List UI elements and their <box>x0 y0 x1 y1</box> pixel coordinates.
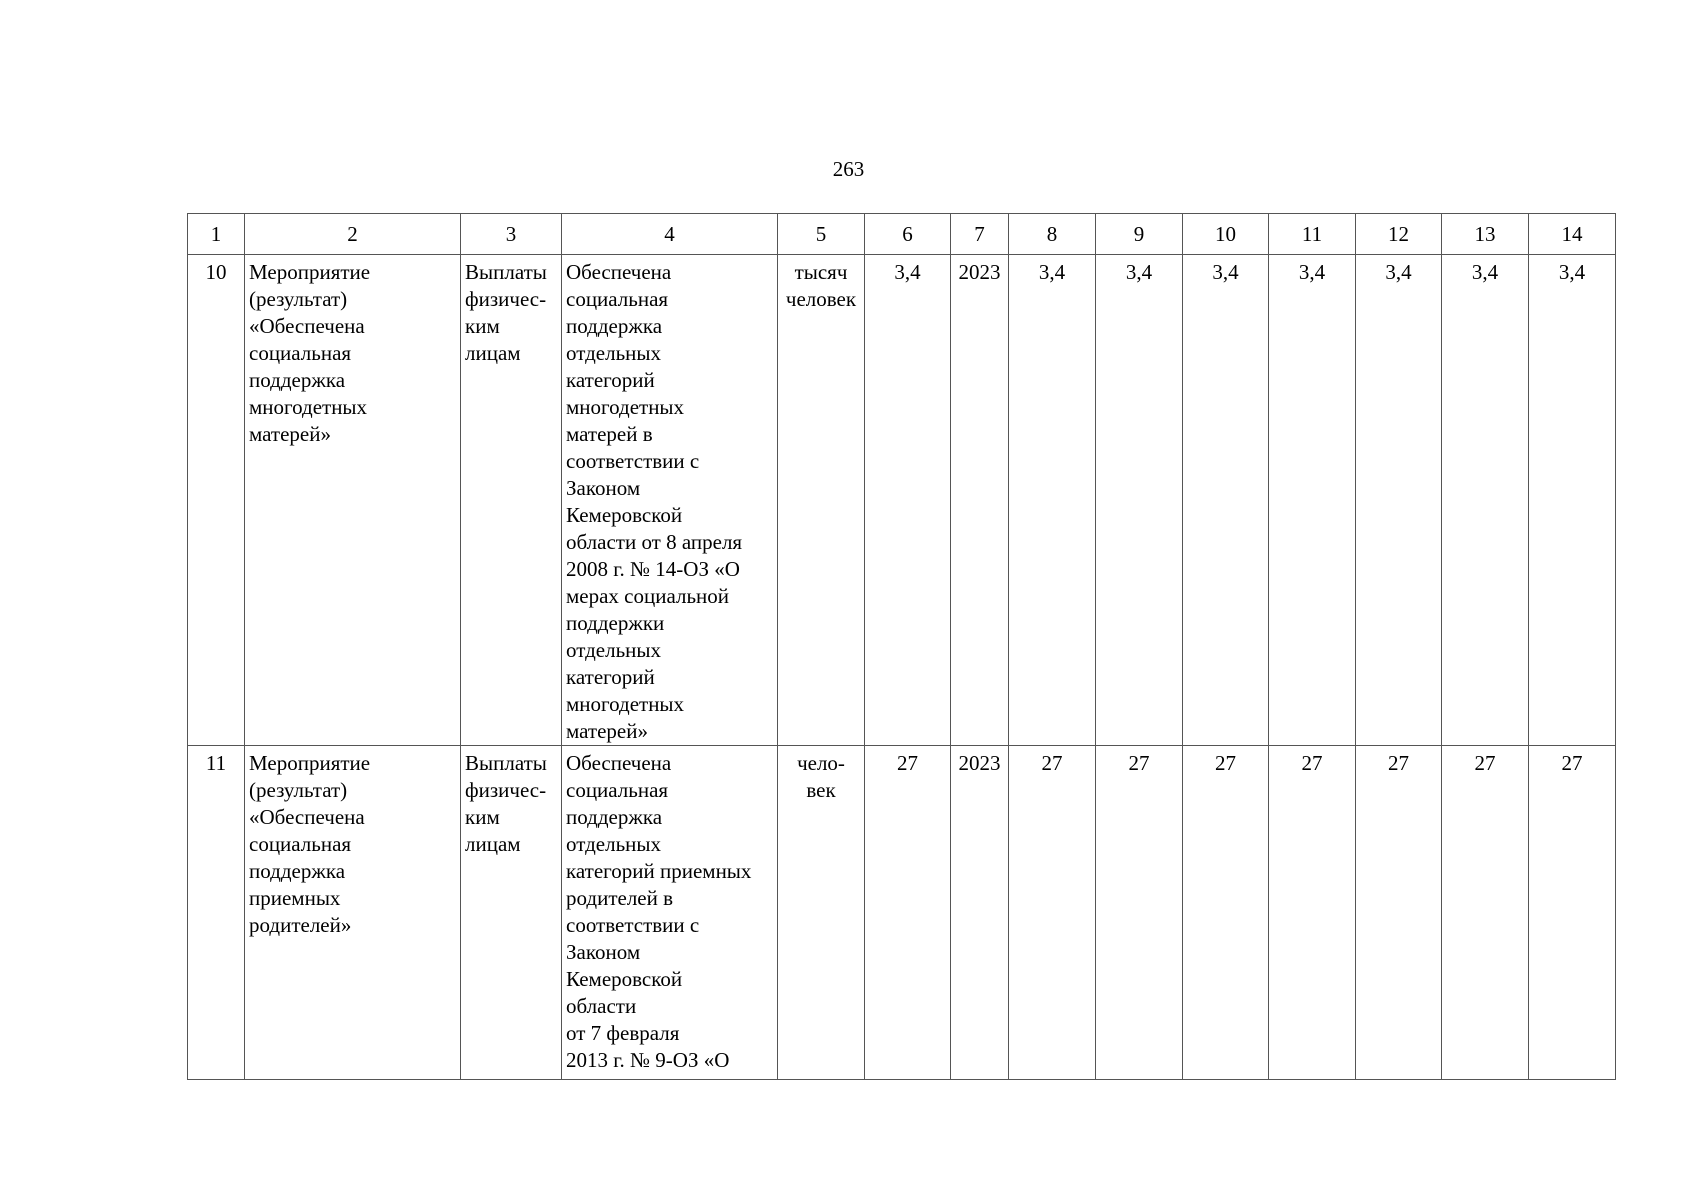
column-header: 1 <box>188 214 245 255</box>
column-header: 12 <box>1356 214 1442 255</box>
column-header: 9 <box>1096 214 1183 255</box>
event-description: Обеспечена социальная поддержка отдельных категорий приемных родителей в соответствии с Законом Кемеровской области от 7 февраля 2013 г. № 9-ОЗ «О <box>562 746 778 1080</box>
event-description: Обеспечена социальная поддержка отдельных категорий многодетных матерей в соответствии с Законом Кемеровской области от 8 апреля 2008 г. № 14-ОЗ «О мерах социальной поддержки отдельных категорий многодетных матерей» <box>562 255 778 746</box>
indicators-table <box>187 213 1616 1080</box>
year-value: 27 <box>1183 746 1269 1080</box>
column-header: 4 <box>562 214 778 255</box>
row-number: 10 <box>188 255 245 746</box>
column-header: 5 <box>778 214 865 255</box>
event-type: Выплаты физичес- ким лицам <box>461 746 562 1080</box>
event-type: Выплаты физичес- ким лицам <box>461 255 562 746</box>
year-value: 3,4 <box>1529 255 1616 746</box>
year-value: 27 <box>1269 746 1356 1080</box>
year-value: 27 <box>1009 746 1096 1080</box>
year-value: 27 <box>1096 746 1183 1080</box>
year-value: 3,4 <box>1009 255 1096 746</box>
column-header: 14 <box>1529 214 1616 255</box>
page-number: 263 <box>832 157 865 181</box>
year-value: 27 <box>1356 746 1442 1080</box>
base-year: 2023 <box>951 746 1009 1080</box>
year-value: 3,4 <box>1096 255 1183 746</box>
column-header: 3 <box>461 214 562 255</box>
unit: тысяч человек <box>778 255 865 746</box>
year-value: 3,4 <box>1442 255 1529 746</box>
table-row <box>188 255 1616 746</box>
column-header: 11 <box>1269 214 1356 255</box>
unit: чело- век <box>778 746 865 1080</box>
column-header: 2 <box>245 214 461 255</box>
column-header: 8 <box>1009 214 1096 255</box>
event-name: Мероприятие (результат) «Обеспечена социальная поддержка многодетных матерей» <box>245 255 461 746</box>
event-name: Мероприятие (результат) «Обеспечена социальная поддержка приемных родителей» <box>245 746 461 1080</box>
row-number: 11 <box>188 746 245 1080</box>
year-value: 3,4 <box>1356 255 1442 746</box>
column-header: 10 <box>1183 214 1269 255</box>
column-header: 13 <box>1442 214 1529 255</box>
column-number-row <box>188 214 1616 255</box>
table-row <box>188 746 1616 1080</box>
year-value: 27 <box>1529 746 1616 1080</box>
year-value: 3,4 <box>1183 255 1269 746</box>
base-value: 27 <box>865 746 951 1080</box>
column-header: 7 <box>951 214 1009 255</box>
year-value: 27 <box>1442 746 1529 1080</box>
column-header: 6 <box>865 214 951 255</box>
year-value: 3,4 <box>1269 255 1356 746</box>
base-value: 3,4 <box>865 255 951 746</box>
base-year: 2023 <box>951 255 1009 746</box>
